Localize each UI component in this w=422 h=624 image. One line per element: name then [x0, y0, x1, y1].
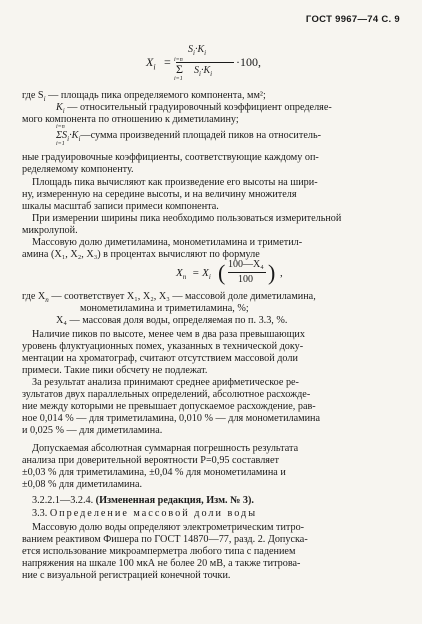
text-line: примеси. Такие пики обсчету не подлежат. [22, 365, 208, 376]
text-line: X₄ — массовая доля воды, определяемая по п. 3.3, %. [56, 315, 288, 326]
formula-eq: = $X_i$ [192, 267, 211, 282]
text-line: монометиламина и триметиламина, %; [80, 303, 249, 314]
amendment-note: 3.2.2.1—3.2.4. (Измененная редакция, Изм. № 3). [32, 495, 254, 506]
text-line: Площадь пика вычисляют как произведение его высоты на шири- [32, 177, 318, 188]
text-line: $\Sigma S_i\cdot K_i—сумма$ произведений площадей пиков на относитель- [56, 130, 321, 144]
text-line: ну, измеренную на середине высоты, и на величину множителя [22, 189, 297, 200]
text-line: ментации на хроматограф, считают отсутствием массовой доли [22, 353, 298, 364]
sum-bottom: i=1 [56, 141, 65, 147]
text-line: ванием реактивом Фишера по ГОСТ 14870—77, разд. 2. Допуска- [22, 534, 308, 545]
text-line: При измерении ширины пика необходимо пользоваться измерительной [32, 213, 342, 224]
sum-top: i=n [56, 124, 65, 130]
text-line: Массовую долю диметиламина, монометиламина и триметил- [32, 237, 303, 248]
text-line: ется использование микроамперметра любого типа с падением [22, 546, 296, 557]
page-header: ГОСТ 9967—74 С. 9 [305, 14, 400, 25]
text-line: Допускаемая абсолютная суммарная погрешность результата [32, 443, 299, 454]
left-paren: ( [218, 260, 226, 285]
text-line: шкалы масштаб записи примеси компонента. [22, 201, 219, 212]
fraction-bar [176, 62, 234, 63]
text-line: ние с визуальной регистрацией конечной точки. [22, 570, 231, 581]
formula-eq: = [164, 55, 171, 69]
text-line: где $X_n$ — соответствует X₁, X₂, X₃ — массовой доле диметиламина, [22, 291, 316, 305]
formula-tail: , [280, 267, 283, 279]
sum-top: i=n [174, 57, 183, 63]
formula-denominator: $S_i\cdot K_i$ [194, 65, 213, 78]
text-line: и 0,025 % — для диметиламина. [22, 425, 163, 436]
text-line: ние между которыми не превышает допускаемое расхождение, рав- [22, 401, 316, 412]
sum-bottom: i=1 [174, 76, 183, 82]
section-heading: 3.3. Определение массовой доли воды [32, 508, 258, 519]
formula-numerator: 100—X₄ [228, 259, 264, 270]
text-line: За результат анализа принимают среднее арифметическое ре- [32, 377, 299, 388]
text-line: амина (X₁, X₂, X₃) в процентах вычисляют по формуле [22, 249, 260, 260]
formula-tail: ·100, [236, 55, 261, 69]
text-line: ределяемому компоненту. [22, 164, 134, 175]
text-line: ное 0,014 % — для триметиламина, 0,010 % — для монометиламина [22, 413, 321, 424]
text-line: ±0,08 % для диметиламина. [22, 479, 143, 490]
fraction-bar [228, 272, 266, 273]
text-line: $K_i$ — относительный градуировочный коэффициент определяе- [56, 102, 332, 116]
text-line: где $S_i$ — площадь пика определяемого компонента, мм²; [22, 90, 266, 104]
formula-lhs: $X_n$ [176, 267, 187, 282]
formula-denominator: 100 [238, 274, 253, 285]
text-line: мого компонента по отношению к диметиламину; [22, 114, 239, 125]
right-paren: ) [268, 260, 276, 285]
text-line: микролупой. [22, 225, 78, 236]
text-line: Массовую долю воды определяют электрометрическим титро- [32, 522, 305, 533]
text-line: анализа при доверительной вероятности P=0,95 составляет [22, 455, 279, 466]
text-line: ные градуировочные коэффициенты, соответствующие каждому оп- [22, 152, 319, 163]
text-line: напряжения на шкале 100 мкА не более 20 мВ, а также титрова- [22, 558, 301, 569]
formula-numerator: $S_i\cdot K_i$ [188, 44, 207, 57]
formula-xn [176, 258, 306, 288]
sum-sign: Σ [176, 62, 183, 76]
text-line: уровень флуктуационных помех, указанных в технической доку- [22, 341, 304, 352]
text-line: ±0,03 % для триметиламина, ±0,04 % для монометиламина и [22, 467, 286, 478]
formula-xi [146, 42, 296, 88]
formula-lhs: $X_i$ [146, 55, 156, 72]
text-line: Наличие пиков по высоте, менее чем в два раза превышающих [32, 329, 305, 340]
text-line: зультатов двух параллельных определений, абсолютное расхожде- [22, 389, 311, 400]
